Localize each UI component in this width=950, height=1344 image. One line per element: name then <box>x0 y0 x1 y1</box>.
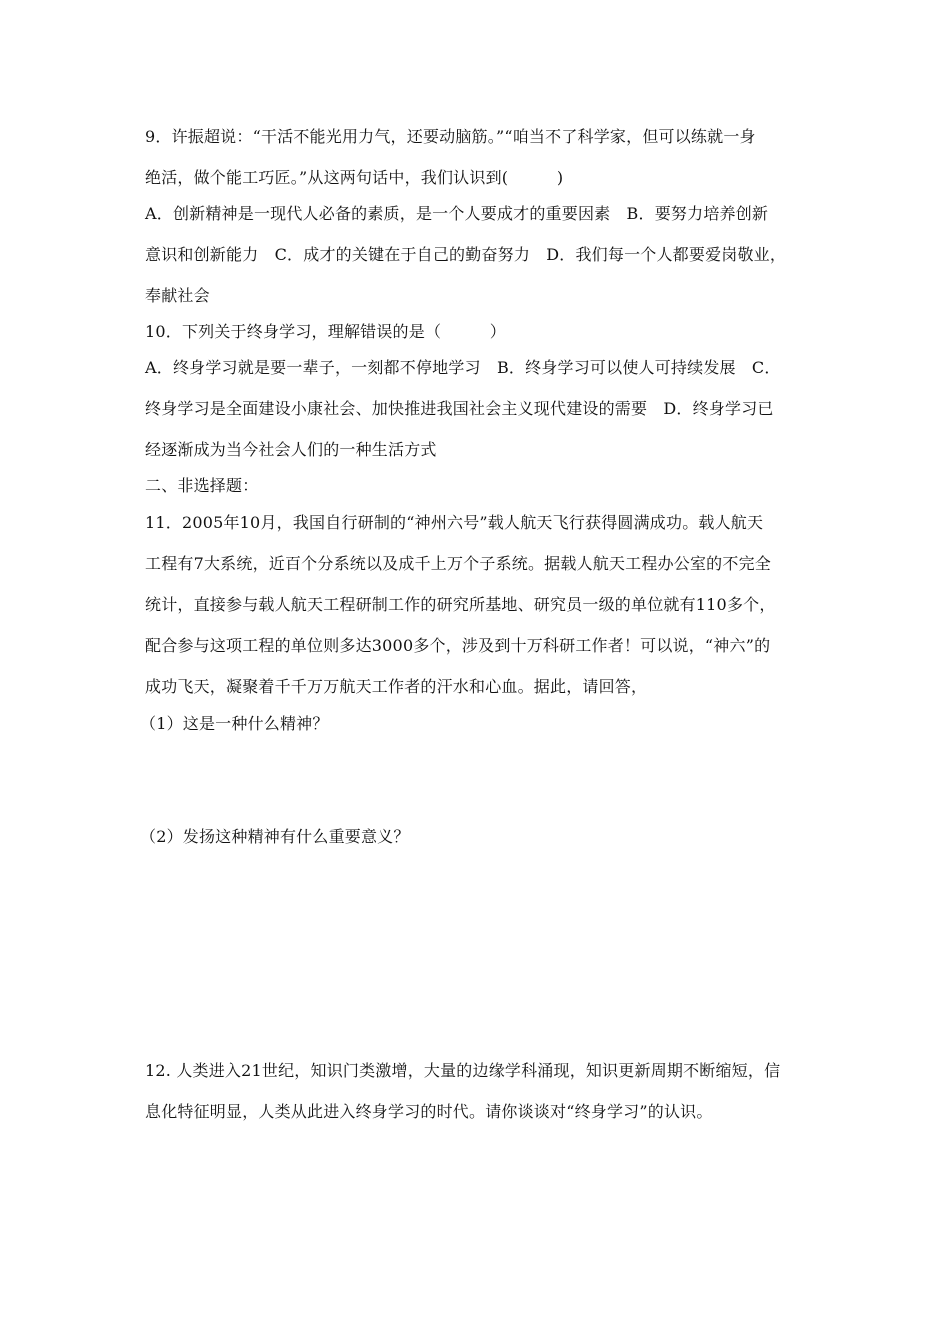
q9-line-4: 意识和创新能力 C．成才的关键在于自己的勤奋努力 D．我们每一个人都要爱岗敬业， <box>145 245 787 264</box>
q11-line-5: 成功飞天，凝聚着千千万万航天工作者的汗水和心血。据此，请回答， <box>145 677 648 696</box>
q11-subquestion-2: （2）发扬这种精神有什么重要意义？ <box>140 827 410 846</box>
q9-line-1: 9．许振超说：“干活不能光用力气，还要动脑筋。”“咱当不了科学家，但可以练就一身 <box>145 127 756 146</box>
q10-line-3: 终身学习是全面建设小康社会、加快推进我国社会主义现代建设的需要 D．终身学习已 <box>145 399 774 418</box>
q11-line-4: 配合参与这项工程的单位则多达3000多个，涉及到十万科研工作者！可以说，“神六”的 <box>145 636 771 655</box>
q11-line-1: 11．2005年10月，我国自行研制的“神州六号”载人航天飞行获得圆满成功。载人航天 <box>145 513 764 532</box>
q11-line-3: 统计，直接参与载人航天工程研制工作的研究所基地、研究员一级的单位就有110多个， <box>145 595 776 614</box>
section-heading: 二、非选择题： <box>145 476 259 495</box>
q9-line-2: 绝活，做个能工巧匠。”从这两句话中，我们认识到( ) <box>145 168 564 187</box>
q12-line-1: 12. 人类进入21世纪，知识门类激增，大量的边缘学科涌现，知识更新周期不断缩短，信 <box>145 1061 781 1080</box>
q11-line-2: 工程有7大系统，近百个分系统以及成千上万个子系统。据载人航天工程办公室的不完全 <box>145 554 771 573</box>
q10-line-2: A．终身学习就是要一辈子，一刻都不停地学习 B．终身学习可以使人可持续发展 C． <box>145 358 781 377</box>
q9-line-3: A．创新精神是一现代人必备的素质，是一个人要成才的重要因素 B．要努力培养创新 <box>145 204 769 223</box>
q11-subquestion-1: （1）这是一种什么精神？ <box>140 714 329 733</box>
q10-line-4: 经逐渐成为当今社会人们的一种生活方式 <box>145 440 437 459</box>
q12-line-2: 息化特征明显，人类从此进入终身学习的时代。请你谈谈对“终身学习”的认识。 <box>145 1102 713 1121</box>
q9-line-5: 奉献社会 <box>145 286 210 305</box>
q10-line-1: 10．下列关于终身学习，理解错误的是（ ） <box>145 322 506 341</box>
